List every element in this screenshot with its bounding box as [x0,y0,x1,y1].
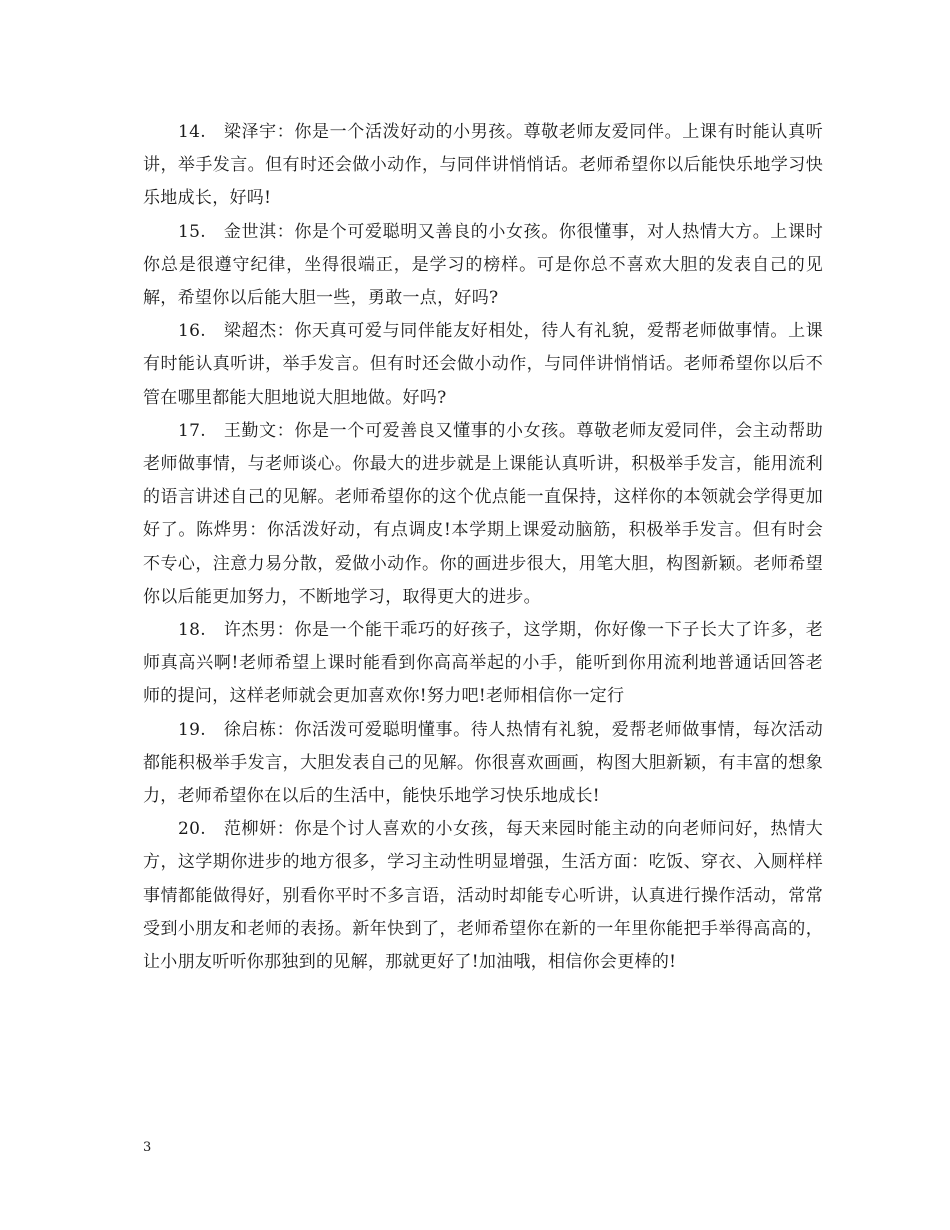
comment-paragraph-16: 16. 梁超杰：你天真可爱与同伴能友好相处，待人有礼貌，爱帮老师做事情。上课有时能认真听讲，举手发言。但有时还会做小动作，与同伴讲悄悄话。老师希望你以后不管在哪里都能大胆地说大胆地做。好吗? [143,321,823,408]
comment-paragraph-18: 18. 许杰男：你是一个能干乖巧的好孩子，这学期，你好像一下子长大了许多，老师真高兴啊!老师希望上课时能看到你高高举起的小手，能听到你用流利地普通话回答老师的提问，这样老师就会更加喜欢你!努力吧!老师相信你一定行 [143,620,823,707]
comment-paragraph-19: 19. 徐启栋：你活泼可爱聪明懂事。待人热情有礼貌，爱帮老师做事情，每次活动都能积极举手发言，大胆发表自己的见解。你很喜欢画画，构图大胆新颖，有丰富的想象力，老师希望你在以后的生活中，能快乐地学习快乐地成长! [143,719,823,807]
comment-paragraph-15: 15. 金世淇：你是个可爱聪明又善良的小女孩。你很懂事，对人热情大方。上课时你总是很遵守纪律，坐得很端正，是学习的榜样。可是你总不喜欢大胆的发表自己的见解，希望你以后能大胆一些，勇敢一点，好吗? [143,221,823,309]
comment-paragraph-20: 20. 范柳妍：你是个讨人喜欢的小女孩，每天来园时能主动的向老师问好，热情大方，这学期你进步的地方很多，学习主动性明显增强，生活方面：吃饭、穿衣、入厕样样事情都能做得好，别看你平时不多言语，活动时却能专心听讲，认真进行操作活动，常常受到小朋友和老师的表扬。新年快到了，老师希望你在新的一年里你能把手举得高高的，让小朋友听听你那独到的见解，那就更好了!加油哦，相信你会更棒的! [143,819,823,973]
comment-paragraph-14: 14. 梁泽宇：你是一个活泼好动的小男孩。尊敬老师友爱同伴。上课有时能认真听讲，举手发言。但有时还会做小动作，与同伴讲悄悄话。老师希望你以后能快乐地学习快乐地成长，好吗! [143,122,823,209]
comment-paragraph-17: 17. 王勤文：你是一个可爱善良又懂事的小女孩。尊敬老师友爱同伴，会主动帮助老师做事情，与老师谈心。你最大的进步就是上课能认真听讲，积极举手发言，能用流利的语言讲述自己的见解。老师希望你的这个优点能一直保持，这样你的本领就会学得更加好了。陈烨男：你活泼好动，有点调皮!本学期上课爱动脑筋，积极举手发言。但有时会不专心，注意力易分散，爱做小动作。你的画进步很大，用笔大胆，构图新颖。老师希望你以后能更加努力，不断地学习，取得更大的进步。 [143,420,823,607]
page-number: 3 [143,1140,152,1155]
document-body [143,116,823,979]
